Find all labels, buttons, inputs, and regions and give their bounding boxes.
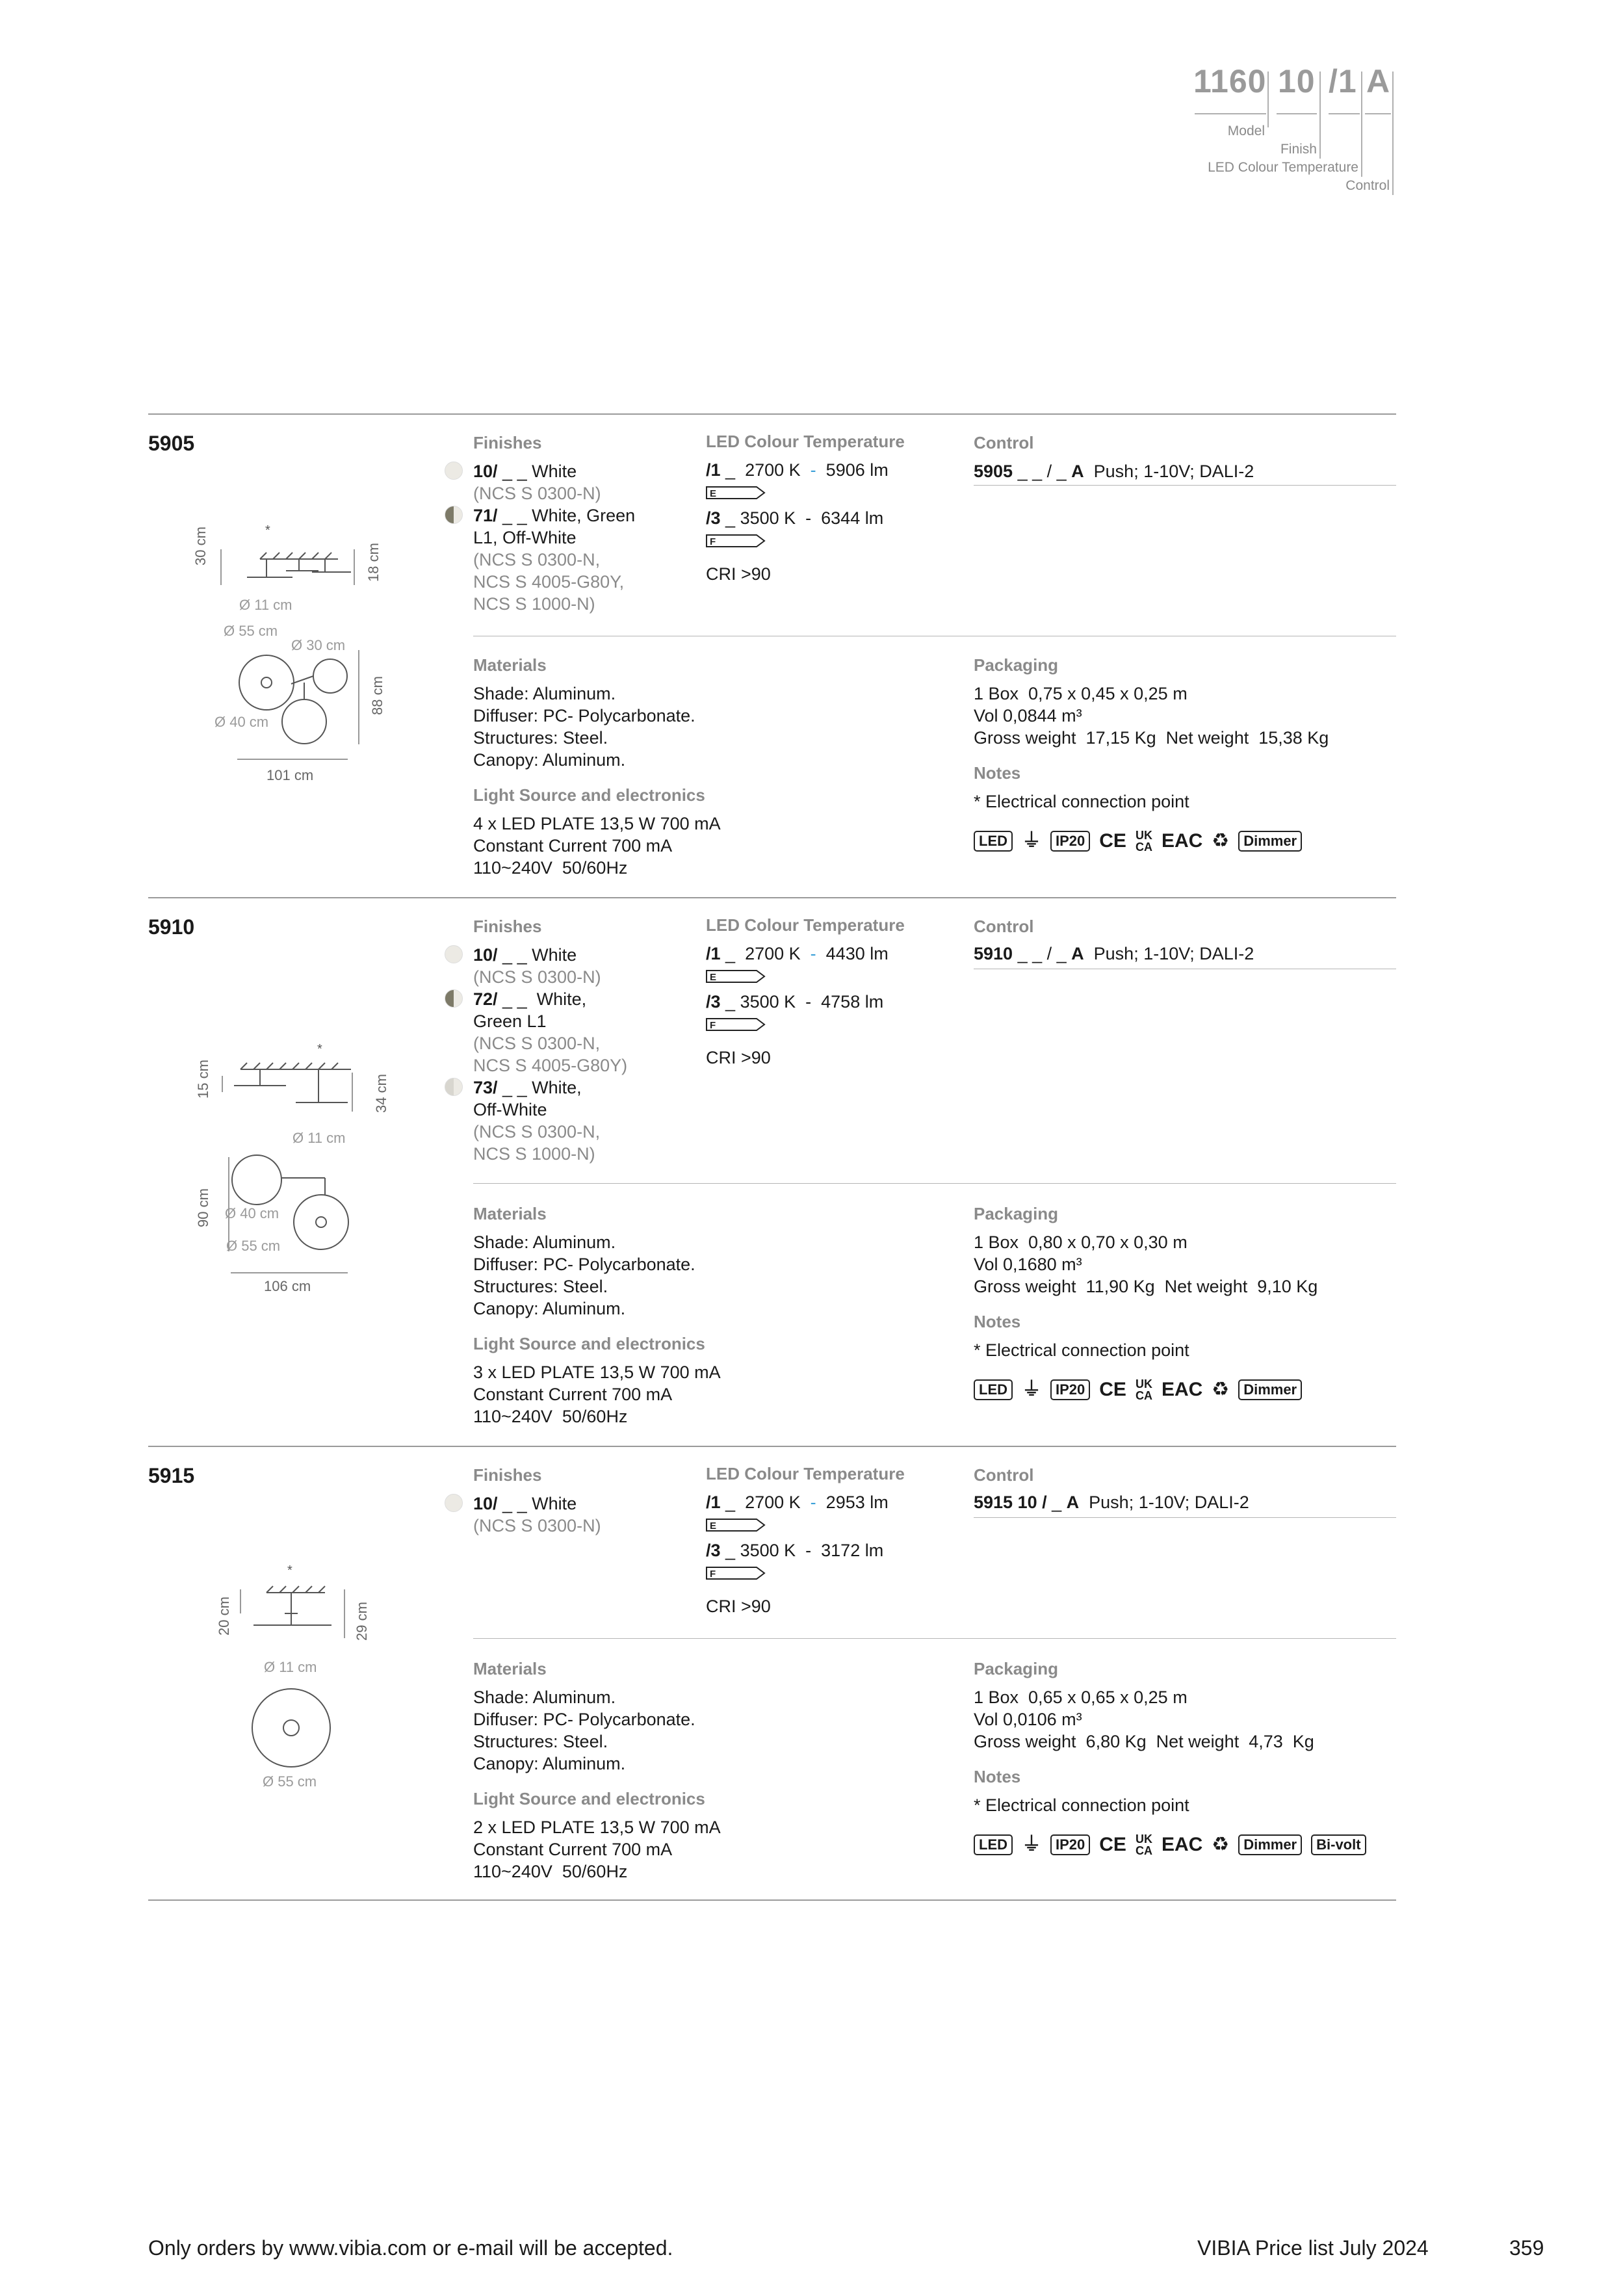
energy-class-label (706, 486, 766, 499)
svg-text:E: E (710, 488, 717, 499)
dim-diameter: Ø 55 cm (226, 1238, 281, 1254)
led-option: /3 _ 3500 K - 6344 lm (706, 508, 884, 528)
dim-diameter: Ø 40 cm (214, 714, 269, 730)
ip20-badge: IP20 (1050, 831, 1090, 852)
material-line: Diffuser: PC- Polycarbonate. (473, 1255, 695, 1274)
finish-ncs: (NCS S 0300-N) (473, 484, 601, 503)
product-id: 5910 (148, 915, 195, 939)
led-badge: LED (974, 831, 1013, 852)
led-option: /3 _ 3500 K - 3172 lm (706, 1541, 884, 1560)
light-source-line: 110~240V 50/60Hz (473, 1407, 628, 1426)
dim-height: 18 cm (365, 543, 382, 582)
finish-option: 73/ _ _ White, (473, 1078, 582, 1097)
notes-heading: Notes (974, 1312, 1021, 1331)
packaging-line: Vol 0,0844 m³ (974, 706, 1082, 725)
light-source-line: 110~240V 50/60Hz (473, 1862, 628, 1881)
legend-finish-code: 10 (1278, 63, 1316, 99)
ip20-badge: IP20 (1050, 1379, 1090, 1400)
product-drawing (188, 1040, 403, 1287)
ukca-mark-icon: UK CA (1135, 1833, 1152, 1857)
finish-ncs: NCS S 4005-G80Y) (473, 1056, 628, 1075)
notes-text: * Electrical connection point (974, 792, 1189, 811)
finish-swatch-white (445, 462, 463, 480)
light-source-heading: Light Source and electronics (473, 1334, 705, 1353)
dim-diameter: Ø 30 cm (291, 637, 346, 653)
page-number: 359 (1509, 2236, 1544, 2260)
ground-icon: ⏚ (1022, 1834, 1041, 1855)
material-line: Structures: Steel. (473, 1732, 608, 1751)
material-line: Shade: Aluminum. (473, 1233, 616, 1252)
certification-row (974, 828, 1302, 854)
certification-row (974, 1832, 1366, 1858)
control-option: 5915 10 / _ A Push; 1-10V; DALI-2 (974, 1493, 1249, 1512)
finish-ncs: NCS S 1000-N) (473, 594, 595, 614)
materials-heading: Materials (473, 1204, 547, 1223)
energy-class-label (706, 1018, 766, 1031)
finishes-heading: Finishes (473, 1465, 542, 1485)
finishes-heading: Finishes (473, 433, 542, 452)
packaging-line: Gross weight 11,90 Kg Net weight 9,10 Kg (974, 1277, 1318, 1296)
light-source-line: 3 x LED PLATE 13,5 W 700 mA (473, 1363, 721, 1382)
finish-ncs: (NCS S 0300-N, (473, 1122, 601, 1141)
materials-heading: Materials (473, 655, 547, 675)
material-line: Canopy: Aluminum. (473, 750, 626, 770)
material-line: Shade: Aluminum. (473, 1688, 616, 1707)
finish-name-cont: Green L1 (473, 1011, 547, 1031)
control-heading: Control (974, 917, 1034, 936)
control-heading: Control (974, 1465, 1034, 1485)
light-source-line: Constant Current 700 mA (473, 836, 673, 855)
packaging-line: 1 Box 0,80 x 0,70 x 0,30 m (974, 1233, 1188, 1252)
legend-control-code: A (1366, 63, 1391, 99)
recycle-icon: ♻ (1212, 830, 1230, 852)
led-option: /1 _ 2700 K - 4430 lm (706, 944, 889, 963)
dimmer-badge: Dimmer (1238, 1379, 1302, 1400)
ukca-mark-icon: UK CA (1135, 829, 1152, 854)
light-source-line: Constant Current 700 mA (473, 1840, 673, 1859)
notes-text: * Electrical connection point (974, 1795, 1189, 1815)
energy-class-label (706, 534, 766, 547)
finish-option: 71/ _ _ White, Green (473, 506, 636, 525)
product-drawing (214, 1560, 383, 1794)
cri-value: CRI >90 (706, 1597, 771, 1616)
dimmer-badge: Dimmer (1238, 831, 1302, 852)
notes-text: * Electrical connection point (974, 1340, 1189, 1360)
finish-option: 72/ _ _ White, (473, 989, 587, 1009)
footer-order-note: Only orders by www.vibia.com or e-mail will be accepted. (148, 2236, 673, 2260)
ce-mark-icon: CE (1099, 1834, 1126, 1855)
light-source-line: 4 x LED PLATE 13,5 W 700 mA (473, 814, 721, 833)
eac-mark-icon: EAC (1161, 1379, 1203, 1400)
packaging-line: Gross weight 17,15 Kg Net weight 15,38 Kg (974, 728, 1329, 748)
control-option: 5910 _ _ / _ A Push; 1-10V; DALI-2 (974, 944, 1254, 963)
dim-width: 106 cm (264, 1278, 311, 1294)
certification-row (974, 1377, 1302, 1403)
svg-text:E: E (710, 1520, 717, 1532)
light-source-line: 2 x LED PLATE 13,5 W 700 mA (473, 1818, 721, 1837)
packaging-line: 1 Box 0,75 x 0,45 x 0,25 m (974, 684, 1188, 703)
notes-heading: Notes (974, 763, 1021, 783)
legend-label-control: Control (1345, 178, 1390, 193)
dim-diameter: Ø 40 cm (225, 1205, 279, 1221)
ce-mark-icon: CE (1099, 1379, 1126, 1400)
dim-height: 88 cm (369, 676, 385, 715)
legend-label-finish: Finish (1280, 142, 1317, 157)
led-option: /1 _ 2700 K - 5906 lm (706, 460, 889, 480)
dim-diameter: Ø 11 cm (264, 1659, 317, 1675)
finish-swatch-white (445, 945, 463, 963)
led-heading: LED Colour Temperature (706, 1464, 905, 1483)
product-id: 5915 (148, 1464, 195, 1487)
svg-text:*: * (317, 1042, 322, 1056)
finish-option: 10/ _ _ White (473, 945, 577, 965)
svg-text:F: F (710, 536, 716, 547)
dim-height: 15 cm (195, 1060, 211, 1099)
control-heading: Control (974, 433, 1034, 452)
led-badge: LED (974, 1379, 1013, 1400)
energy-class-label (706, 1567, 766, 1580)
dim-width: 101 cm (266, 767, 314, 783)
footer-brand: VIBIA Price list July 2024 (1197, 2236, 1429, 2260)
light-source-heading: Light Source and electronics (473, 785, 705, 805)
eac-mark-icon: EAC (1161, 1834, 1203, 1855)
led-option: /1 _ 2700 K - 2953 lm (706, 1493, 889, 1512)
packaging-heading: Packaging (974, 1204, 1059, 1223)
finish-option: 10/ _ _ White (473, 462, 577, 481)
finish-swatch-offwhite (445, 1078, 463, 1096)
finish-swatch-white (445, 1494, 463, 1512)
led-badge: LED (974, 1834, 1013, 1855)
notes-heading: Notes (974, 1767, 1021, 1786)
finish-ncs: (NCS S 0300-N) (473, 1516, 601, 1535)
material-line: Structures: Steel. (473, 728, 608, 748)
legend-led-code: /1 (1329, 63, 1357, 99)
recycle-icon: ♻ (1212, 1834, 1230, 1855)
led-heading: LED Colour Temperature (706, 915, 905, 935)
led-heading: LED Colour Temperature (706, 432, 905, 451)
dim-height: 29 cm (354, 1602, 370, 1641)
packaging-line: 1 Box 0,65 x 0,65 x 0,25 m (974, 1688, 1188, 1707)
material-line: Diffuser: PC- Polycarbonate. (473, 1710, 695, 1729)
finish-ncs: (NCS S 0300-N, (473, 1034, 601, 1053)
light-source-line: 110~240V 50/60Hz (473, 858, 628, 878)
packaging-heading: Packaging (974, 655, 1059, 675)
packaging-line: Vol 0,0106 m³ (974, 1710, 1082, 1729)
packaging-line: Gross weight 6,80 Kg Net weight 4,73 Kg (974, 1732, 1314, 1751)
finish-ncs: NCS S 4005-G80Y, (473, 572, 625, 592)
finish-name-cont: Off-White (473, 1100, 547, 1119)
legend-label-led: LED Colour Temperature (1208, 160, 1358, 175)
energy-class-label (706, 1519, 766, 1532)
light-source-line: Constant Current 700 mA (473, 1385, 673, 1404)
bi-volt-badge: Bi-volt (1311, 1834, 1366, 1855)
dim-diameter: Ø 55 cm (263, 1773, 317, 1790)
finish-swatch-green (445, 989, 463, 1008)
svg-text:*: * (287, 1563, 292, 1578)
product-id: 5905 (148, 432, 195, 455)
finish-ncs: (NCS S 0300-N, (473, 550, 601, 569)
dim-diameter: Ø 11 cm (239, 597, 292, 613)
finish-swatch-green (445, 506, 463, 524)
cri-value: CRI >90 (706, 1048, 771, 1067)
dim-height: 20 cm (216, 1597, 232, 1636)
light-source-heading: Light Source and electronics (473, 1789, 705, 1808)
dim-diameter: Ø 11 cm (292, 1130, 346, 1146)
packaging-heading: Packaging (974, 1659, 1059, 1678)
dim-height: 34 cm (373, 1074, 389, 1113)
materials-heading: Materials (473, 1659, 547, 1678)
finish-name-cont: L1, Off-White (473, 528, 577, 547)
svg-text:F: F (710, 1569, 716, 1580)
legend-label-model: Model (1227, 124, 1265, 138)
material-line: Canopy: Aluminum. (473, 1754, 626, 1773)
packaging-line: Vol 0,1680 m³ (974, 1255, 1082, 1274)
dim-diameter: Ø 55 cm (224, 623, 278, 639)
control-option: 5905 _ _ / _ A Push; 1-10V; DALI-2 (974, 462, 1254, 481)
ukca-mark-icon: UK CA (1135, 1377, 1152, 1402)
ip20-badge: IP20 (1050, 1834, 1090, 1855)
dim-height: 90 cm (195, 1188, 211, 1227)
ground-icon: ⏚ (1022, 1379, 1041, 1400)
cri-value: CRI >90 (706, 564, 771, 584)
material-line: Structures: Steel. (473, 1277, 608, 1296)
material-line: Shade: Aluminum. (473, 684, 616, 703)
energy-class-label (706, 970, 766, 983)
ground-icon: ⏚ (1022, 830, 1041, 852)
finish-ncs: NCS S 1000-N) (473, 1144, 595, 1164)
svg-text:E: E (710, 972, 717, 983)
svg-text:*: * (265, 523, 270, 538)
eac-mark-icon: EAC (1161, 830, 1203, 852)
svg-text:F: F (710, 1020, 716, 1031)
ce-mark-icon: CE (1099, 830, 1126, 852)
dim-height: 30 cm (192, 527, 209, 566)
led-option: /3 _ 3500 K - 4758 lm (706, 992, 884, 1011)
recycle-icon: ♻ (1212, 1379, 1230, 1400)
finish-option: 10/ _ _ White (473, 1494, 577, 1513)
material-line: Diffuser: PC- Polycarbonate. (473, 706, 695, 725)
legend-model-code: 1160 (1193, 63, 1267, 99)
finish-ncs: (NCS S 0300-N) (473, 967, 601, 987)
finishes-heading: Finishes (473, 917, 542, 936)
dimmer-badge: Dimmer (1238, 1834, 1302, 1855)
material-line: Canopy: Aluminum. (473, 1299, 626, 1318)
